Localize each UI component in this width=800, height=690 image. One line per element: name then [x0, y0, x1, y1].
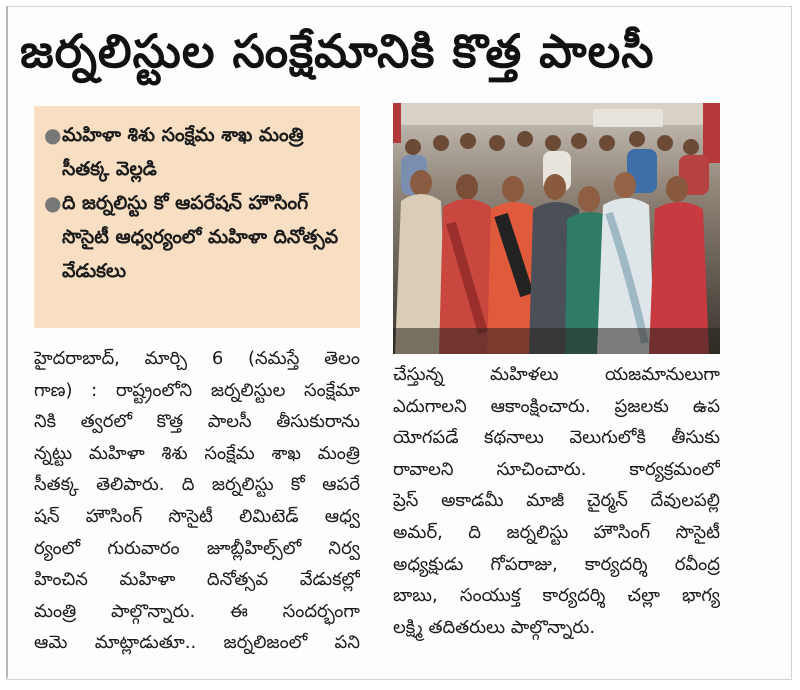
article-line: అధ్యక్షుడు గోపరాజు, కార్యదర్శి రవీంద్ర: [393, 553, 720, 575]
article-body-right: [393, 359, 720, 643]
article-line: మంత్రి పాల్గొన్నారు. ఈ సందర్భంగా: [34, 600, 360, 622]
article-line: ఆమె మాట్లాడుతూ.. జర్నలిజంలో పని: [34, 632, 360, 654]
article-line: షన్ హౌసింగ్ సొసైటీ లిమిటెడ్ ఆధ్వ: [34, 505, 360, 527]
article-line: గాణ) : రాష్ట్రంలోని జర్నలిస్టుల సంక్షేమా: [34, 379, 360, 401]
bullet-icon: ●: [44, 191, 62, 215]
article-line: బాబు, సంయుక్త కార్యదర్శి చల్లా భాగ్య: [393, 585, 720, 607]
clipping-edge: [6, 6, 8, 678]
bullet-icon: ●: [44, 123, 62, 147]
article-line: రావాలని సూచించారు. కార్యక్రమంలో: [393, 458, 720, 480]
highlight-item: [44, 118, 350, 186]
article-line: చేస్తున్న మహిళలు యజమానులుగా: [393, 364, 720, 385]
headline: జర్నలిస్టుల సంక్షేమానికి కొత్త పాలసీ: [20, 24, 655, 78]
article-line: ప్రెస్ అకాడమీ మాజీ చైర్మన్ దేవులపల్లి: [393, 490, 720, 512]
article-line: లక్ష్మి తదితరులు పాల్గొన్నారు.: [393, 616, 596, 638]
highlight-text: ది జర్నలిస్టు కో ఆపరేషన్ హౌసింగ్ సొసైటీ ఆధ్వర్యంలో మహిళా దినోత్సవ వేడుకలు: [62, 192, 339, 282]
group-photo: [393, 103, 720, 354]
highlight-text: మహిళా శిశు సంక్షేమ శాఖ మంత్రి సీతక్క వెల్లడి: [62, 124, 304, 180]
article-line: న్నట్టు మహిళా శిశు సంక్షేమ శాఖ మంత్రి: [34, 442, 360, 464]
article-line: సీతక్క తెలిపారు. ది జర్నలిస్టు కో ఆపరే: [34, 474, 360, 496]
article-line: నికి త్వరలో కొత్త పాలసీ తీసుకురాను: [34, 411, 360, 433]
article-line: ఎదుగాలని ఆకాంక్షించారు. ప్రజలకు ఉప: [393, 395, 720, 417]
article-line: హించిన మహిళా దినోత్సవ వేడుకల్లో: [34, 569, 360, 591]
group-photo-image: [393, 103, 720, 354]
highlight-item: [44, 186, 350, 288]
article-line: యోగపడే కథనాలు వెలుగులోకి తీసుకు: [393, 427, 720, 449]
article-line: హైదరాబాద్, మార్చి 6 (నమస్తే తెలం: [34, 348, 360, 369]
article-body-left: [34, 343, 360, 659]
article-line: అమర్, ది జర్నలిస్టు హౌసింగ్ సొసైటీ: [393, 521, 720, 543]
article-line: ర్యంలో గురువారం జూబ్లీహిల్స్‌లో నిర్వ: [34, 537, 360, 559]
highlights-box: [34, 106, 360, 328]
